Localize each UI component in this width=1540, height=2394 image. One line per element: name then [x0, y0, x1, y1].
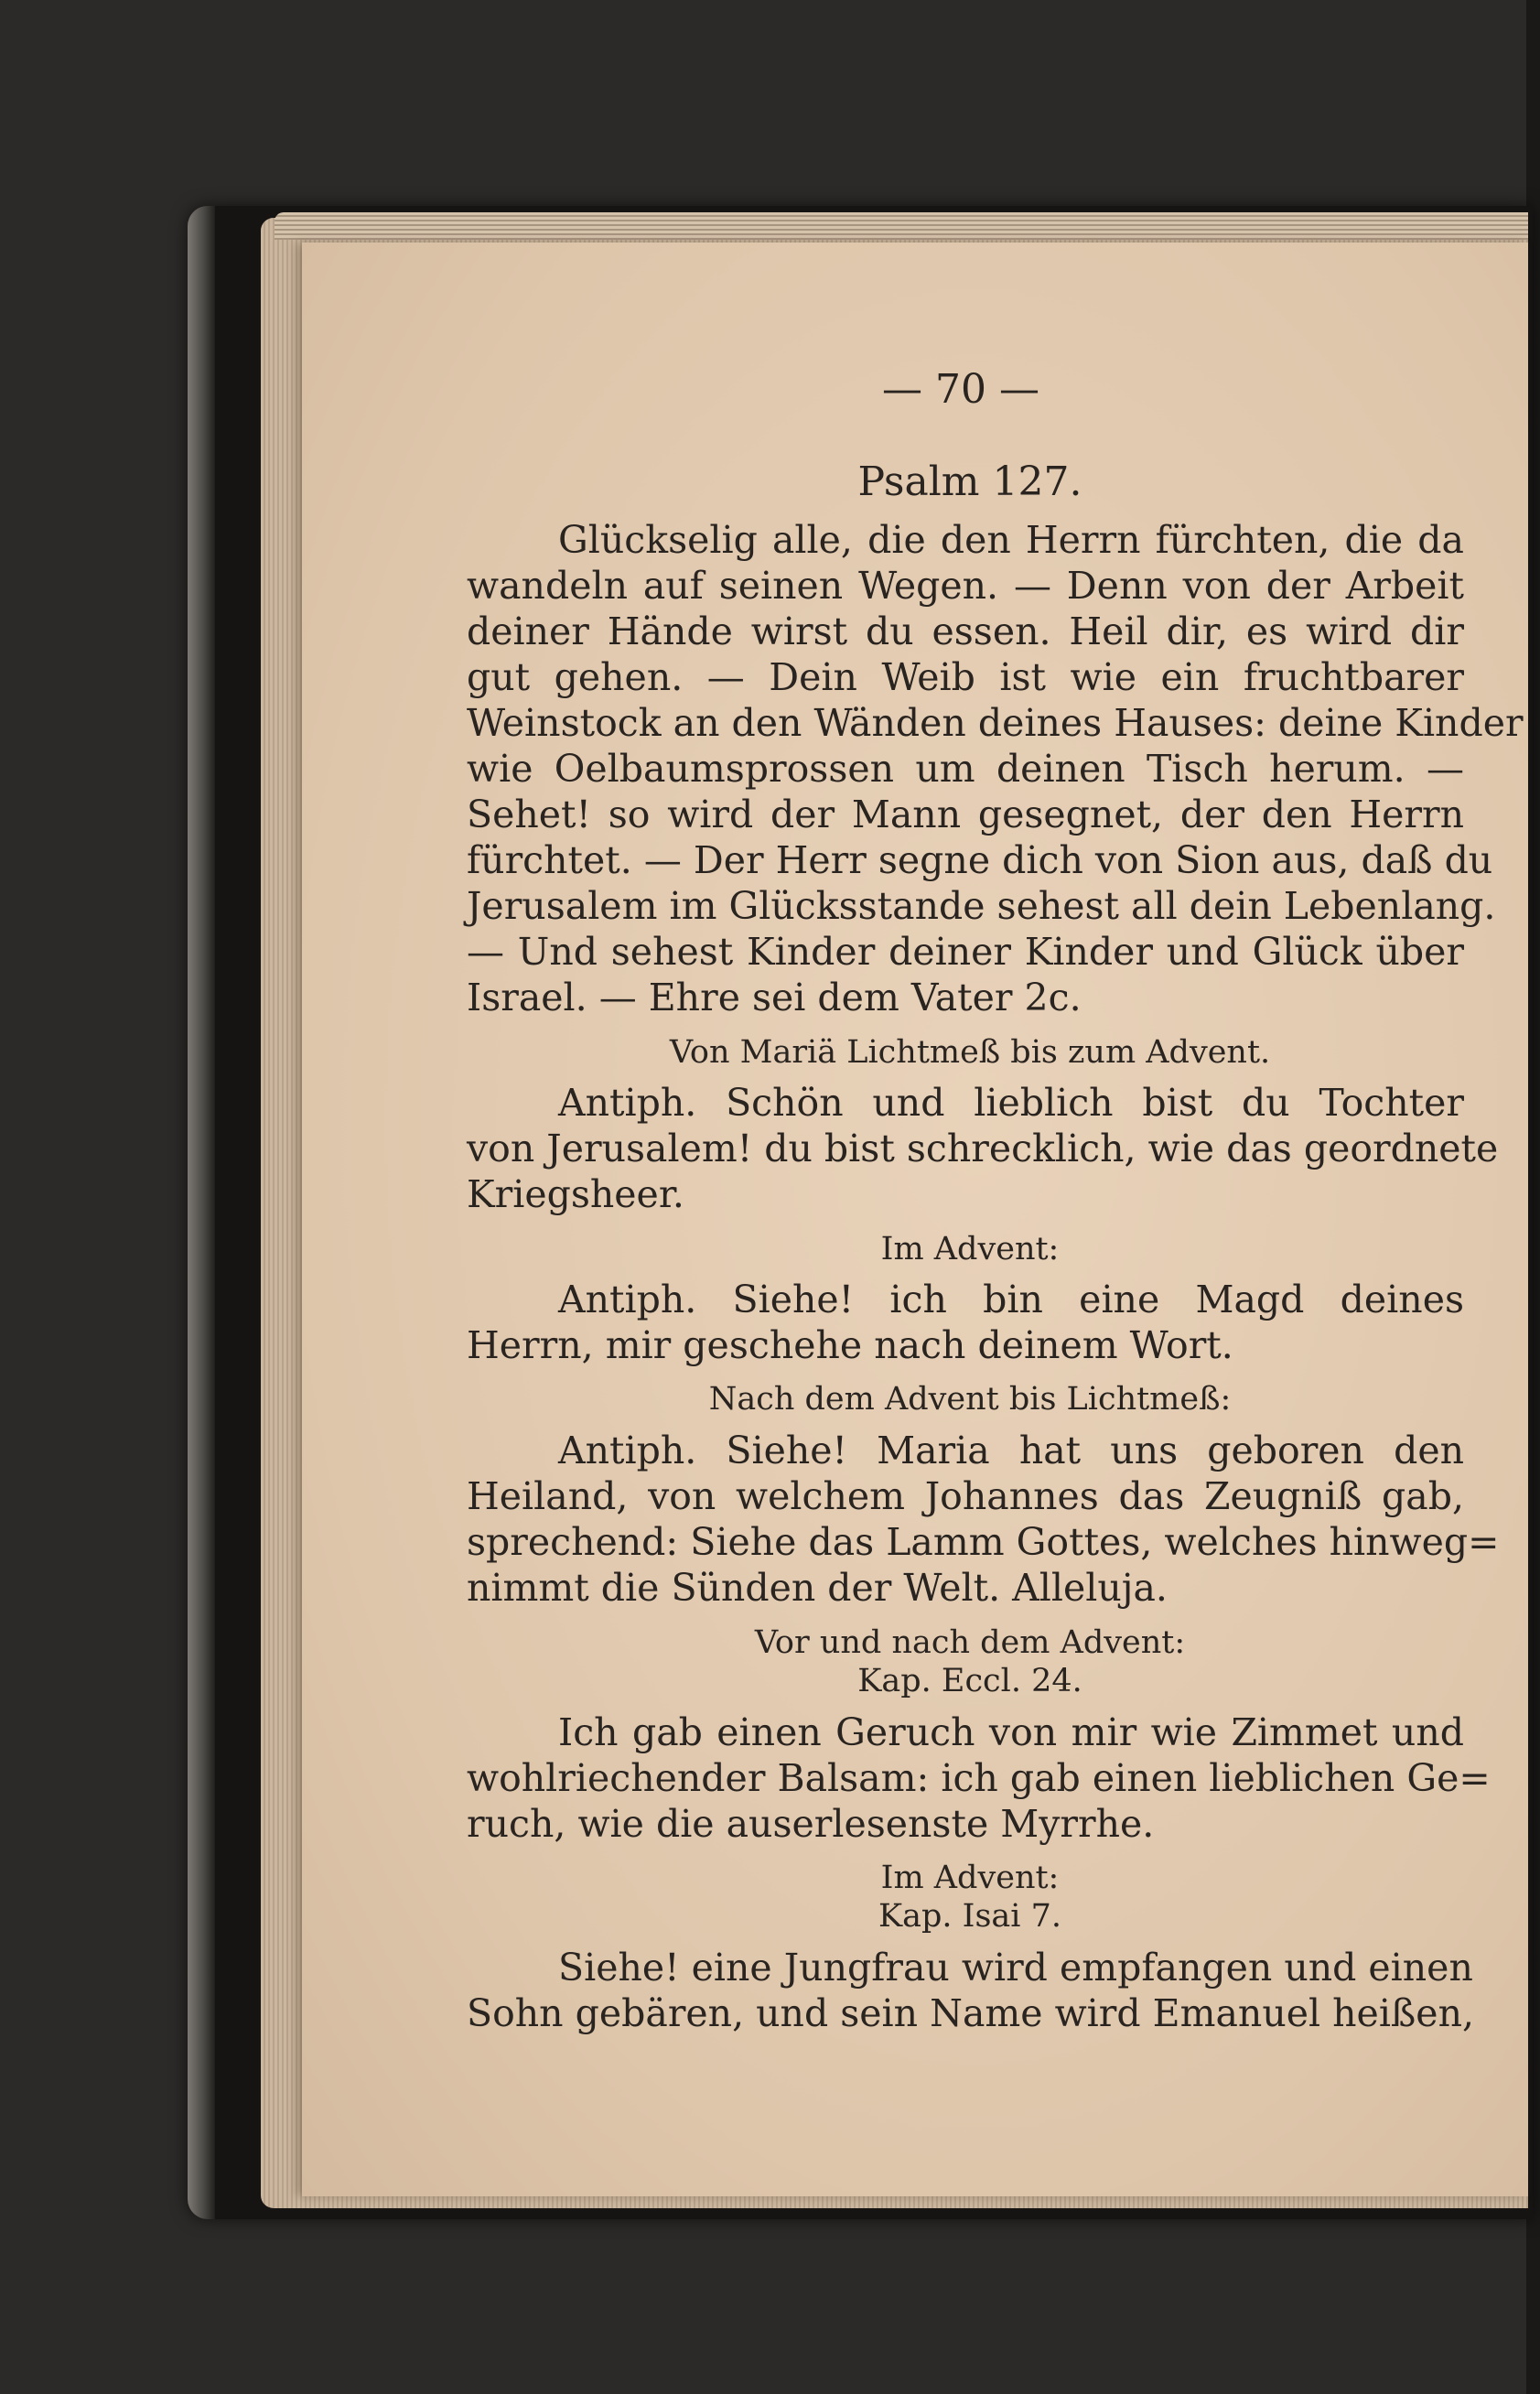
text-line: Antiph. Schön und lieblich bist du Tochter — [558, 1081, 1464, 1125]
text-line: Antiph. Siehe! ich bin eine Magd deines — [558, 1278, 1464, 1321]
rubric: Im Advent: — [880, 1860, 1060, 1896]
text-line: nimmt die Sünden der Welt. Alleluja. — [467, 1566, 1168, 1610]
text-line: gut gehen. — Dein Weib ist wie ein fruchtbarer — [467, 655, 1464, 699]
text-line: Sohn gebären, und sein Name wird Emanuel heißen, — [467, 1991, 1475, 2035]
text-line: von Jerusalem! du bist schrecklich, wie das geordnete — [467, 1127, 1499, 1170]
text-line: Heiland, von welchem Johannes das Zeugniß gab, — [467, 1474, 1464, 1518]
text-line: sprechend: Siehe das Lamm Gottes, welches hinweg= — [467, 1520, 1500, 1564]
text-line: Jerusalem im Glücksstande sehest all dein Lebenlang. — [467, 884, 1496, 928]
rubric: Nach dem Advent bis Lichtmeß: — [708, 1381, 1232, 1418]
text-line: ruch, wie die auserlesenste Myrrhe. — [467, 1802, 1155, 1846]
text-line: Ich gab einen Geruch von mir wie Zimmet und — [558, 1710, 1464, 1754]
text-line: wandeln auf seinen Wegen. — Denn von der Arbeit — [467, 564, 1464, 608]
book-cover-edge — [188, 206, 215, 2219]
page-number: — 70 — — [882, 366, 1039, 413]
text-line: fürchtet. — Der Herr segne dich von Sion aus, daß du — [467, 838, 1493, 882]
text-line: deiner Hände wirst du essen. Heil dir, es wird dir — [467, 609, 1464, 653]
rubric: Im Advent: — [880, 1231, 1060, 1267]
text-line: wohlriechender Balsam: ich gab einen lieblichen Ge= — [467, 1756, 1491, 1800]
text-line: wie Oelbaumsprossen um deinen Tisch herum. — — [467, 747, 1464, 791]
text-line: — Und sehest Kinder deiner Kinder und Glück über — [467, 930, 1464, 974]
text-line: Sehet! so wird der Mann gesegnet, der den Herrn — [467, 793, 1464, 836]
page-top-edge — [275, 212, 1528, 240]
text-line: Antiph. Siehe! Maria hat uns geboren den — [558, 1429, 1464, 1472]
text-line: Siehe! eine Jungfrau wird empfangen und einen — [558, 1946, 1473, 1990]
rubric: Von Mariä Lichtmeß bis zum Advent. — [669, 1034, 1271, 1071]
text-line: Israel. — Ehre sei dem Vater 2c. — [467, 976, 1082, 1019]
text-line: Weinstock an den Wänden deines Hauses: deine Kinder — [467, 701, 1524, 745]
chapter-reference: Kap. Isai 7. — [878, 1898, 1062, 1935]
psalm-title: Psalm 127. — [857, 458, 1082, 505]
text-line: Glückselig alle, die den Herrn fürchten, die da — [558, 518, 1464, 562]
text-line: Kriegsheer. — [467, 1172, 684, 1216]
chapter-reference: Kap. Eccl. 24. — [857, 1663, 1082, 1699]
rubric: Vor und nach dem Advent: — [754, 1624, 1186, 1661]
text-line: Herrn, mir geschehe nach deinem Wort. — [467, 1323, 1233, 1367]
